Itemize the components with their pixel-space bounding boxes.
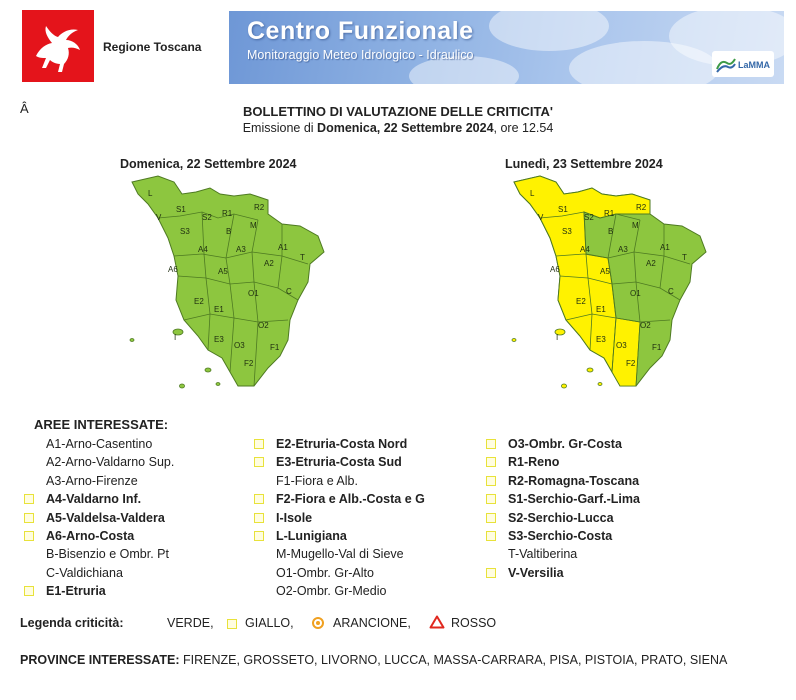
zone-label: R2 <box>254 203 265 212</box>
area-item <box>20 453 240 471</box>
emission-date: Domenica, 22 Settembre 2024 <box>317 121 494 135</box>
zone-label: A4 <box>198 245 208 254</box>
area-label: E1-Etruria <box>46 584 106 599</box>
yellow-square-icon <box>486 513 496 523</box>
area-label: A1-Arno-Casentino <box>46 437 153 451</box>
area-item <box>20 490 240 508</box>
area-label: A6-Arno-Costa <box>46 528 135 543</box>
cloud-decoration <box>489 11 609 51</box>
area-label: E2-Etruria-Costa Nord <box>276 437 408 451</box>
zone-label: C <box>668 287 674 296</box>
area-item <box>20 472 240 490</box>
area-label: L-Lunigiana <box>276 528 347 543</box>
zone-label: F1 <box>652 343 662 352</box>
zone-label: O3 <box>616 341 627 350</box>
zone-label: B <box>608 227 614 236</box>
yellow-square-icon <box>486 476 496 486</box>
area-item <box>250 490 480 508</box>
lamma-logo <box>712 51 774 77</box>
area-item <box>20 527 240 545</box>
area-label: B-Bisenzio e Ombr. Pt <box>46 547 169 562</box>
area-label: R2-Romagna-Toscana <box>508 473 640 488</box>
zone-label: E3 <box>596 335 606 344</box>
area-item <box>482 527 702 545</box>
zone-label: O3 <box>234 341 245 350</box>
zone-label: F1 <box>270 343 280 352</box>
zone-label: A6 <box>550 265 560 274</box>
yellow-square-icon <box>24 531 34 541</box>
area-item <box>20 582 240 600</box>
provinces-label: PROVINCE INTERESSATE: <box>20 653 180 667</box>
area-label: F1-Fiora e Alb. <box>276 473 358 488</box>
banner-subtitle: Monitoraggio Meteo Idrologico - Idraulico <box>247 48 474 62</box>
areas-title: AREE INTERESSATE: <box>34 417 169 432</box>
yellow-square-icon <box>486 494 496 504</box>
area-label: A3-Arno-Firenze <box>46 473 138 488</box>
orange-circle-icon <box>311 616 325 630</box>
zone-label: L <box>530 189 535 198</box>
legend-giallo: GIALLO, <box>245 616 294 630</box>
area-item <box>482 545 702 563</box>
area-item <box>482 472 702 490</box>
zone-label: A5 <box>218 267 228 276</box>
banner-title: Centro Funzionale <box>247 17 474 45</box>
map-sunday <box>118 172 328 397</box>
zone-label: B <box>226 227 232 236</box>
tuscany-map-sunday <box>118 172 328 397</box>
map-monday <box>500 172 710 397</box>
legend-rosso: ROSSO <box>451 616 497 630</box>
zone-label: F2 <box>626 359 636 368</box>
area-label: F2-Fiora e Alb.-Costa e G <box>276 492 425 507</box>
zone-label: C <box>286 287 292 296</box>
legend-arancione: ARANCIONE, <box>333 616 411 630</box>
area-item <box>482 453 702 471</box>
zone-label: T <box>300 253 305 262</box>
area-item <box>482 564 702 582</box>
area-label: S1-Serchio-Garf.-Lima <box>508 492 640 507</box>
yellow-square-icon <box>254 513 264 523</box>
bulletin-emission <box>0 121 796 135</box>
areas-column-3 <box>482 435 702 582</box>
yellow-square-icon <box>486 531 496 541</box>
zone-label: R1 <box>222 209 233 218</box>
zone-label: A2 <box>264 259 274 268</box>
map-date-monday: Lunedì, 23 Settembre 2024 <box>505 157 663 171</box>
stray-glyph: Â <box>20 101 29 116</box>
zone-label: V <box>538 213 544 222</box>
yellow-alert-south <box>612 318 640 386</box>
zone-label: O2 <box>258 321 269 330</box>
area-item <box>250 564 480 582</box>
area-label: R1-Reno <box>508 455 560 470</box>
yellow-square-icon <box>24 494 34 504</box>
zone-label: A6 <box>168 265 178 274</box>
area-label: C-Valdichiana <box>46 565 123 580</box>
area-label: S3-Serchio-Costa <box>508 528 613 543</box>
area-label: T-Valtiberina <box>508 547 578 562</box>
zone-label: I <box>174 333 177 342</box>
yellow-square-icon <box>486 568 496 578</box>
area-label: O1-Ombr. Gr-Alto <box>276 565 374 580</box>
lamma-swirl-icon <box>715 53 737 75</box>
yellow-square-icon <box>486 439 496 449</box>
areas-column-1 <box>20 435 240 601</box>
zone-label: E2 <box>194 297 204 306</box>
area-label: E3-Etruria-Costa Sud <box>276 455 402 470</box>
area-item <box>250 472 480 490</box>
area-item <box>20 564 240 582</box>
area-label: O2-Ombr. Gr-Medio <box>276 584 387 599</box>
regione-toscana-logo <box>22 10 94 82</box>
area-item <box>250 527 480 545</box>
zone-label: S1 <box>558 205 568 214</box>
yellow-square-icon <box>254 439 264 449</box>
yellow-square-icon <box>254 457 264 467</box>
zone-label: F2 <box>244 359 254 368</box>
legend <box>20 616 780 634</box>
red-triangle-icon <box>429 615 445 629</box>
legend-label: Legenda criticità: <box>20 616 124 630</box>
area-label: A4-Valdarno Inf. <box>46 492 142 507</box>
centro-funzionale-banner <box>229 11 784 84</box>
bulletin-title: BOLLETTINO DI VALUTAZIONE DELLE CRITICITA' <box>242 104 553 119</box>
provinces-list: FIRENZE, GROSSETO, LIVORNO, LUCCA, MASSA-CARRARA, PISA, PISTOIA, PRATO, SIENA <box>183 653 728 667</box>
area-label: A2-Arno-Valdarno Sup. <box>46 455 175 470</box>
area-item <box>250 453 480 471</box>
area-item <box>20 509 240 527</box>
zone-label: O1 <box>248 289 259 298</box>
region-name: Regione Toscana <box>103 40 202 54</box>
zone-label: E3 <box>214 335 224 344</box>
zone-label: L <box>148 189 153 198</box>
pegasus-icon <box>22 10 94 82</box>
areas-column-2 <box>250 435 480 601</box>
zone-label: E1 <box>596 305 606 314</box>
area-item <box>20 435 240 453</box>
zone-label: S3 <box>180 227 190 236</box>
yellow-square-icon <box>486 457 496 467</box>
lamma-logo-text: LaMMA <box>738 60 770 70</box>
zone-label: A3 <box>236 245 246 254</box>
zone-label: S2 <box>584 213 594 222</box>
emission-time: , ore 12.54 <box>493 121 554 135</box>
tuscany-shape <box>132 176 324 386</box>
area-item <box>482 509 702 527</box>
yellow-square-icon <box>24 513 34 523</box>
area-label: S2-Serchio-Lucca <box>508 510 614 525</box>
area-label: I-Isole <box>276 510 313 525</box>
zone-label: A1 <box>660 243 670 252</box>
area-label: O3-Ombr. Gr-Costa <box>508 437 622 451</box>
zone-label: A2 <box>646 259 656 268</box>
zone-label: A1 <box>278 243 288 252</box>
area-item <box>20 545 240 563</box>
legend-verde: VERDE, <box>167 616 214 630</box>
yellow-square-icon <box>227 619 237 629</box>
area-item <box>250 509 480 527</box>
provinces <box>20 652 790 669</box>
zone-label: M <box>632 221 639 230</box>
zone-label: S2 <box>202 213 212 222</box>
area-label: M-Mugello-Val di Sieve <box>276 547 404 562</box>
area-label: V-Versilia <box>508 565 564 580</box>
zone-label: O1 <box>630 289 641 298</box>
area-item <box>250 582 480 600</box>
page-header <box>0 0 796 92</box>
zone-label: R1 <box>604 209 615 218</box>
zone-label: A5 <box>600 267 610 276</box>
zone-label: M <box>250 221 257 230</box>
zone-label: S3 <box>562 227 572 236</box>
emission-prefix: Emissione di <box>242 121 314 135</box>
area-item <box>250 545 480 563</box>
zone-label: V <box>156 213 162 222</box>
zone-label: S1 <box>176 205 186 214</box>
area-item <box>482 435 702 453</box>
zone-label: E2 <box>576 297 586 306</box>
yellow-square-icon <box>254 531 264 541</box>
area-label: A5-Valdelsa-Valdera <box>46 510 165 525</box>
map-date-sunday: Domenica, 22 Settembre 2024 <box>120 157 297 171</box>
zone-label: O2 <box>640 321 651 330</box>
zone-label: E1 <box>214 305 224 314</box>
yellow-square-icon <box>24 586 34 596</box>
zone-label: R2 <box>636 203 647 212</box>
zone-label: A3 <box>618 245 628 254</box>
zone-label: I <box>556 333 559 342</box>
zone-label: A4 <box>580 245 590 254</box>
area-item <box>250 435 480 453</box>
area-item <box>482 490 702 508</box>
yellow-square-icon <box>254 494 264 504</box>
tuscany-map-monday <box>500 172 710 397</box>
zone-label: T <box>682 253 687 262</box>
